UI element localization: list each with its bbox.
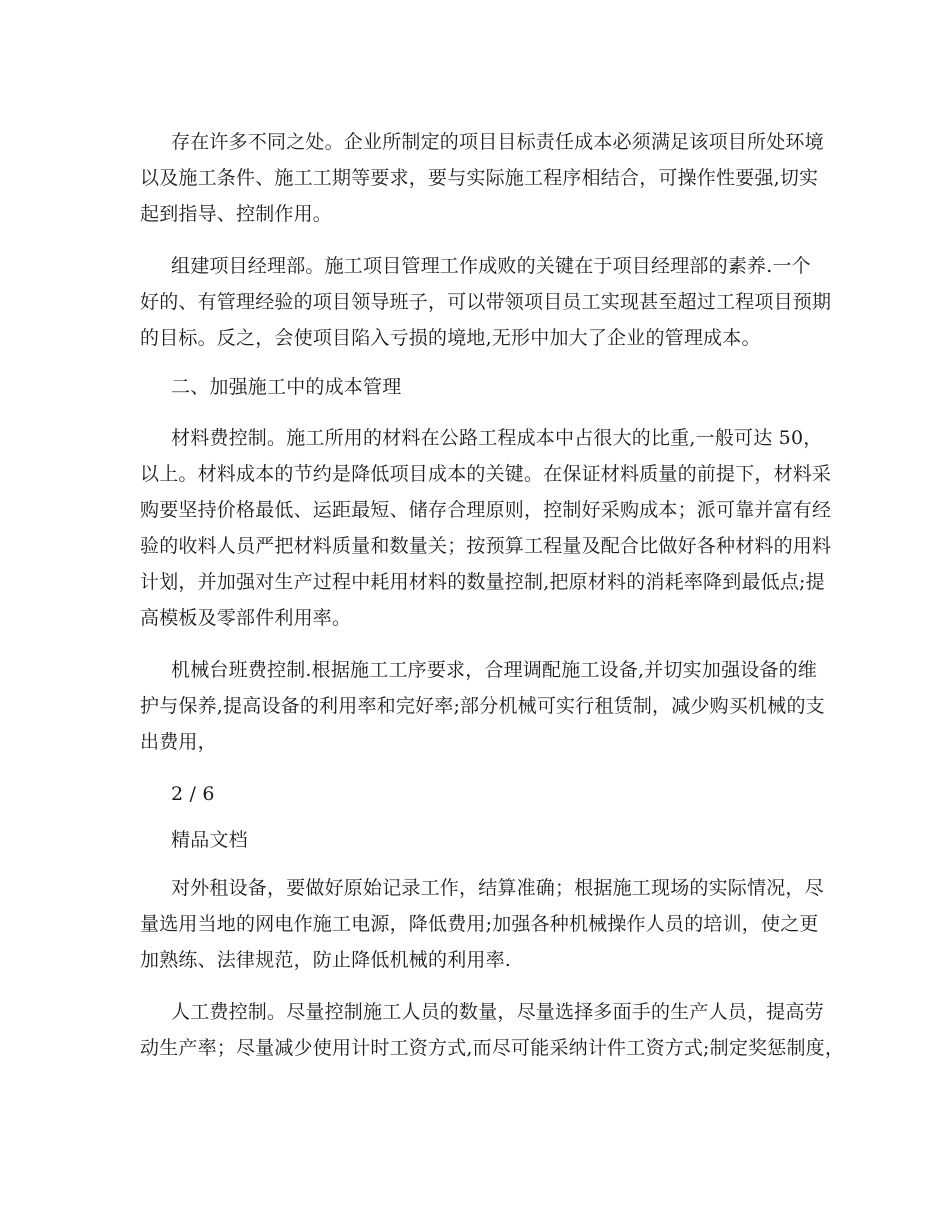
text-line-14: 机械台班费控制.根据施工工序要求，合理调配施工设备,并切实加强设备的维 (171, 659, 818, 681)
text-line-9: 以上。材料成本的节约是降低项目成本的关键。在保证材料质量的前提下，材料采 (140, 463, 832, 485)
text-line-10: 购要坚持价格最低、运距最短、储存合理原则，控制好采购成本；派可靠并富有经 (140, 499, 832, 521)
text-line-15: 护与保养,提高设备的利用率和完好率;部分机械可实行租赁制，减少购买机械的支 (140, 695, 825, 717)
text-line-4: 组建项目经理部。施工项目管理工作成败的关键在于项目经理部的素养.一个 (171, 255, 811, 277)
text-line-3: 起到指导、控制作用。 (140, 203, 333, 225)
text-line-22: 人工费控制。尽量控制施工人员的数量，尽量选择多面手的生产人员，提高劳 (171, 1001, 824, 1023)
text-line-12: 计划，并加强对生产过程中耗用材料的数量控制,把原材料的消耗率降到最低点;提 (140, 571, 825, 593)
document-label: 精品文档 (171, 829, 248, 851)
text-line-19: 对外租设备，要做好原始记录工作，结算准确；根据施工现场的实际情况，尽 (171, 877, 824, 899)
text-line-5: 好的、有管理经验的项目领导班子，可以带领项目员工实现甚至超过工程项目预期 (140, 291, 832, 313)
text-line-16: 出费用， (140, 731, 217, 753)
text-line-6: 的目标。反之，会使项目陷入亏损的境地,无形中加大了企业的管理成本。 (140, 327, 761, 349)
page-number: 2 / 6 (171, 783, 215, 805)
text-line-2: 以及施工条件、施工工期等要求，要与实际施工程序相结合，可操作性要强,切实 (140, 167, 819, 189)
text-line-11: 验的收料人员严把材料质量和数量关；按预算工程量及配合比做好各种材料的用料 (140, 535, 832, 557)
text-line-20: 量选用当地的网电作施工电源，降低费用;加强各种机械操作人员的培训，使之更 (140, 913, 819, 935)
text-line-21: 加熟练、法律规范，防止降低机械的利用率. (140, 949, 512, 971)
section-heading: 二、加强施工中的成本管理 (171, 376, 402, 398)
text-line-13: 高模板及零部件利用率。 (140, 607, 352, 629)
text-line-23: 动生产率；尽量减少使用计时工资方式,而尽可能采纳计件工资方式;制定奖惩制度， (140, 1037, 845, 1059)
text-line-8: 材料费控制。施工所用的材料在公路工程成本中占很大的比重,一般可达 50， (171, 427, 823, 449)
text-line-1: 存在许多不同之处。企业所制定的项目目标责任成本必须满足该项目所处环境 (171, 131, 824, 153)
